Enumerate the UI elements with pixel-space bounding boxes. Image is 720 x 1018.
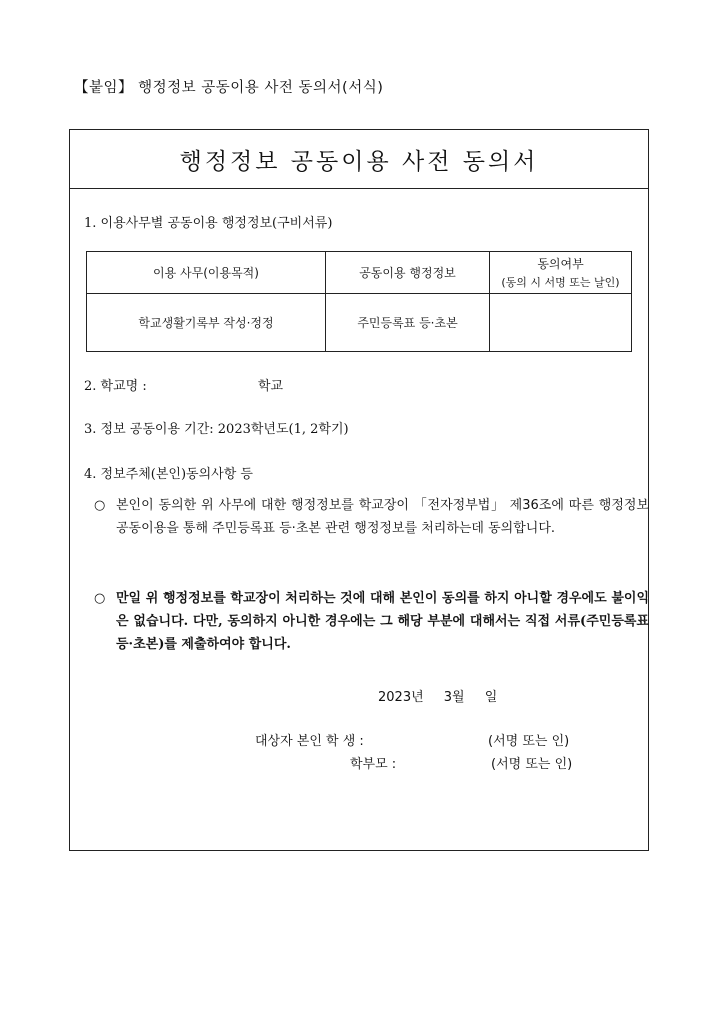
header-info: 공동이용 행정정보 (326, 252, 490, 294)
table-row (87, 294, 632, 352)
circle-bullet-icon: ○ (94, 498, 106, 513)
section-1-heading: 1. 이용사무별 공동이용 행정정보(구비서류) (84, 216, 333, 231)
header-purpose: 이용 사무(이용목적) (87, 252, 326, 294)
parent-signature-field[interactable]: (서명 또는 인) (491, 757, 573, 772)
consent-paragraph-2 (94, 587, 649, 656)
section-3-heading: 3. 정보 공동이용 기간: 2023학년도(1, 2학기) (84, 422, 349, 437)
form-title: 행정정보 공동이용 사전 동의서 (70, 130, 648, 189)
attachment-title: 【붙임】 행정정보 공동이용 사전 동의서(서식) (74, 80, 384, 96)
usage-table (86, 251, 632, 352)
section-4-heading: 4. 정보주체(본인)동의사항 등 (84, 467, 253, 482)
table-header-row (87, 252, 632, 294)
circle-bullet-icon: ○ (94, 591, 106, 606)
cell-info: 주민등록표 등·초본 (326, 294, 490, 352)
section-2-heading: 2. 학교명 : (84, 379, 147, 394)
student-signature-field[interactable]: (서명 또는 인) (488, 734, 570, 749)
consent-paragraph-1 (94, 494, 649, 540)
cell-consent-signature[interactable] (490, 294, 632, 352)
school-name-value[interactable]: 학교 (258, 379, 284, 394)
form-date: 2023년 3월 일 (378, 690, 498, 705)
header-consent-note: (동의 시 서명 또는 날인) (501, 276, 620, 289)
consent-paragraph-1-text: 본인이 동의한 위 사무에 대한 행정정보를 학교장이 「전자정부법」 제36조에 따른 행정정보 공동이용을 통해 주민등록표 등·초본 관련 행정정보를 처리하는데 동의합니다. (116, 498, 649, 536)
header-consent-label: 동의여부 (537, 257, 584, 271)
consent-paragraph-2-text: 만일 위 행정정보를 학교장이 처리하는 것에 대해 본인이 동의를 하지 아니할 경우에도 불이익은 없습니다. 다만, 동의하지 아니한 경우에는 그 해당 부분에 대해서는 직접 서류(주민등록표 등·초본)를 제출하여야 합니다. (116, 591, 649, 652)
cell-purpose: 학교생활기록부 작성·정정 (87, 294, 326, 352)
consent-form (69, 129, 649, 851)
header-consent (490, 252, 632, 294)
parent-signature-label: 학부모 : (350, 757, 397, 772)
student-signature-label: 대상자 본인 학 생 : (255, 734, 364, 749)
